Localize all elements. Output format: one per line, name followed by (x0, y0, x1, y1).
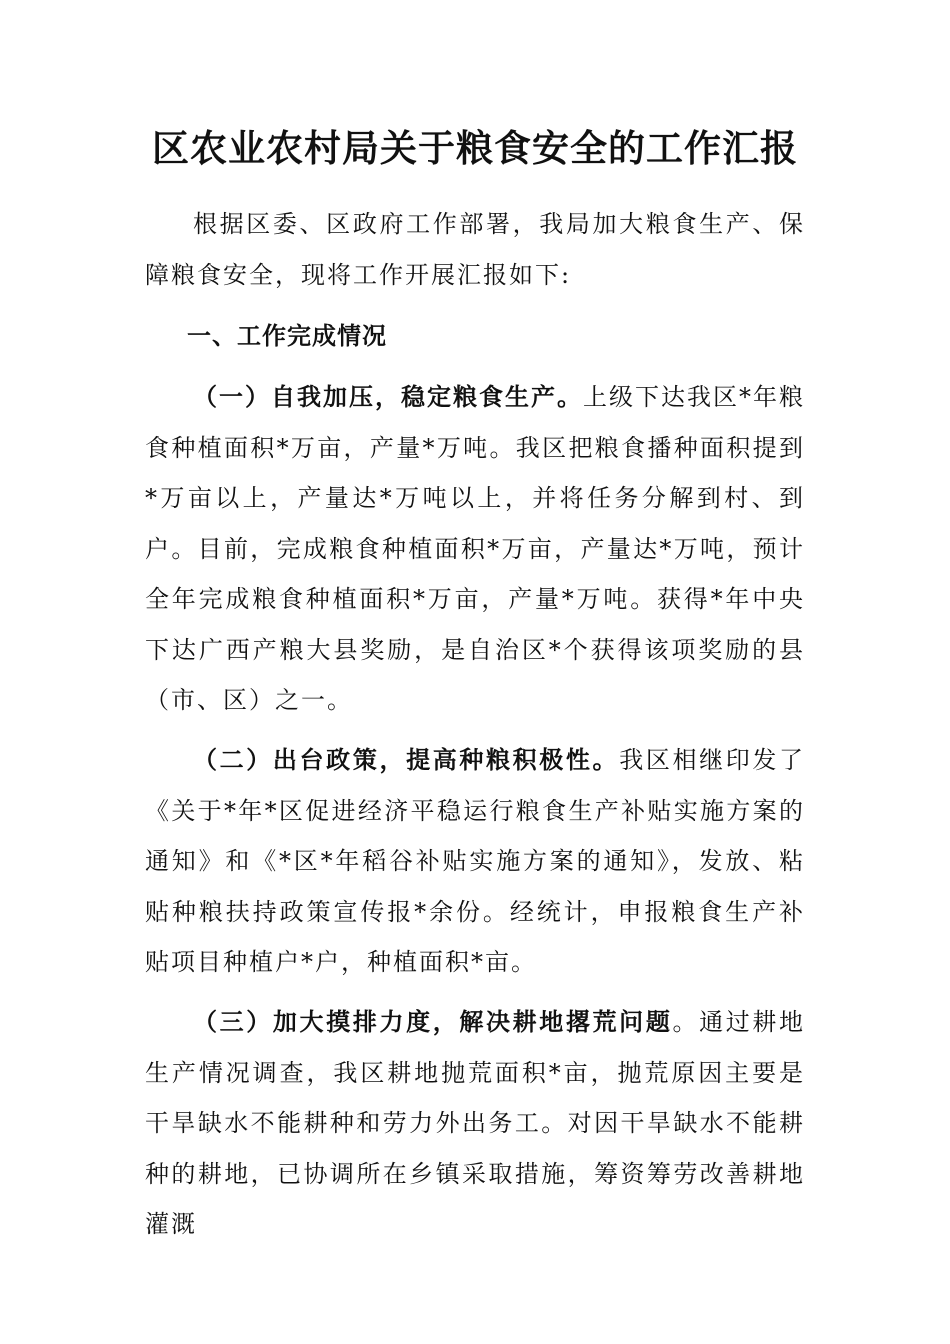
paragraph-1-text: 上级下达我区*年粮食种植面积*万亩，产量*万吨。我区把粮食播种面积提到*万亩以上，产量达*万吨以上，并将任务分解到村、到户。目前，完成粮食种植面积*万亩，产量达*万吨，预计全年完成粮食种植面积*万亩，产量*万吨。获得*年中央下达广西产粮大县奖励，是自治区*个获得该项奖励的县（市、区）之一。 (145, 383, 805, 714)
paragraph-2-lead: （二）出台政策，提高种粮积极性。 (193, 745, 620, 774)
section-heading: 一、工作完成情况 (187, 321, 387, 350)
paragraph-2-text: 我区相继印发了《关于*年*区促进经济平稳运行粮食生产补贴实施方案的通知》和《*区*年稻谷补贴实施方案的通知》，发放、粘贴种粮扶持政策宣传报*余份。经统计，申报粮食生产补贴项目种植户*户，种植面积*亩。 (145, 746, 806, 976)
intro-paragraph: 根据区委、区政府工作部署，我局加大粮食生产、保障粮食安全，现将工作开展汇报如下: (145, 210, 805, 289)
paragraph-2 (145, 735, 805, 988)
paragraph-1-lead: （一）自我加压，稳定粮食生产。 (193, 382, 583, 411)
paragraph-3 (145, 997, 805, 1250)
paragraph-3-lead: （三）加大摸排力度，解决耕地撂荒问题 (193, 1007, 673, 1036)
document-title: 区农业农村局关于粮食安全的工作汇报 (152, 126, 798, 170)
paragraph-3-text: 。通过耕地生产情况调查，我区耕地抛荒面积*亩，抛荒原因主要是干旱缺水不能耕种和劳力外出务工。对因干旱缺水不能耕种的耕地，已协调所在乡镇采取措施，筹资筹劳改善耕地灌溉 (145, 1008, 805, 1238)
paragraph-1 (145, 372, 805, 726)
